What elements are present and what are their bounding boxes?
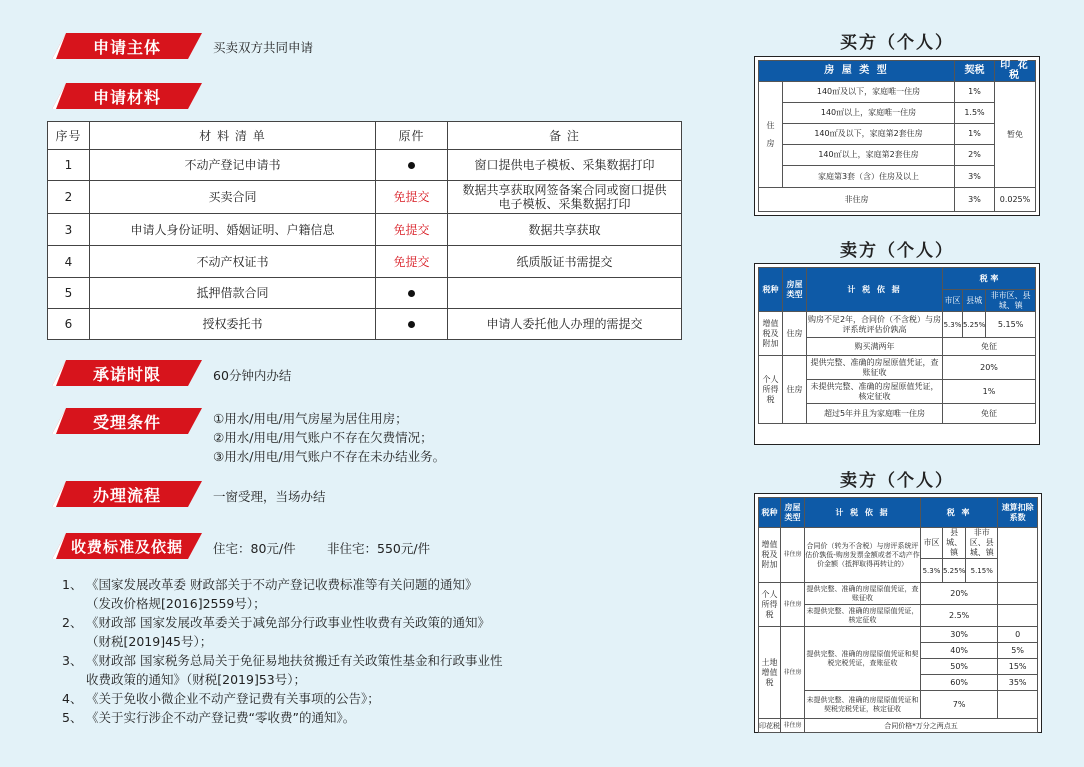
table-row: 4 不动产权证书 免提交 纸质版证书需提交 (48, 246, 682, 278)
section-ribbon-fees (52, 533, 202, 559)
bullet-icon (408, 290, 415, 297)
table-row: 3 申请人身份证明、婚姻证明、户籍信息 免提交 数据共享获取 (48, 214, 682, 246)
table-row: 1 不动产登记申请书 窗口提供电子模板、采集数据打印 (48, 150, 682, 181)
applicant-content: 买卖双方共同申请 (213, 40, 314, 55)
section-title: 申请主体 (92, 37, 161, 57)
table-row: 6 授权委托书 申请人委托他人办理的需提交 (48, 309, 682, 340)
process-content: 一窗受理，当场办结 (213, 489, 326, 504)
table-row: 5 抵押借款合同 (48, 278, 682, 309)
reference-item: 1、 《国家发展改革委 财政部关于不动产登记收费标准等有关问题的通知》 (62, 577, 478, 592)
buyer-tax-table: 房 屋 类 型 契税 印 花 税 住房 140㎡及以下，家庭唯一住房 1% 暂免 140㎡以上，家庭唯一住房 1.5% 140㎡及以下，家庭第2套住房 1% 140㎡以上，家庭第2套住房 2% 家庭第3套（含）住房及以上 3% 非住房 3% 0.025% (758, 60, 1036, 212)
section-ribbon-time (52, 360, 202, 386)
section-title: 收费标准及依据 (70, 537, 183, 556)
conditions-list (213, 409, 445, 466)
header-note: 备 注 (448, 122, 682, 150)
reference-item: 5、 《关于实行涉企不动产登记费“零收费”的通知》。 (62, 710, 356, 725)
section-ribbon-process (52, 481, 202, 507)
seller1-title: 卖方（个人） (840, 241, 954, 261)
seller2-tax-box (754, 493, 1042, 733)
table-row: 2 买卖合同 免提交 数据共享获取网签备案合同或窗口提供电子模板、采集数据打印 (48, 181, 682, 214)
seller2-tax-table: 税种 房屋类型 计 税 依 据 税 率 速算扣除系数 增值税及附加 非住房 合同价（转为不含税）与房评系统评估价孰低-购房发票金额或者不动产作价金额（抵押取得再转让的） 市区 县城、镇 非市区、县城、镇 5.3% 5.25% 5.15% 个人所得税 非住房 提供完整、准确的房屋原值凭证，查账征收 20% 未提供完整、准确的房屋原值凭证，核定征收 2.5% 土地增值税 非住房 提供完整、准确的房屋原值凭证和契税完税凭证，查账征收 30% 0 40% 5% 50% 15% 60% 35% 未提供完整、准确的房屋原值凭证和契税完税凭证，核定征收 7% 印花税 非住房 合同价格*万分之两点五 (758, 497, 1038, 733)
section-title: 受理条件 (92, 412, 161, 432)
reference-item: 4、 《关于免收小微企业不动产登记费有关事项的公告》； (62, 691, 380, 706)
header-original: 原件 (376, 122, 448, 150)
condition-item: ②用水/用电/用气账户不存在欠费情况； (213, 430, 433, 445)
reference-item: 2、 《财政部 国家发展改革委关于减免部分行政事业性收费有关政策的通知》 (62, 615, 490, 630)
buyer-title: 买方（个人） (840, 33, 954, 53)
section-title: 办理流程 (92, 485, 161, 505)
time-content: 60分钟内办结 (213, 368, 292, 383)
seller2-title: 卖方（个人） (840, 471, 954, 491)
section-ribbon-conditions (52, 408, 202, 434)
section-ribbon-applicant (52, 33, 202, 59)
section-title: 申请材料 (92, 87, 161, 107)
condition-item: ①用水/用电/用气房屋为居住用房； (213, 411, 408, 426)
reference-item: 3、 《财政部 国家税务总局关于免征易地扶贫搬迁有关政策性基金和行政事业性 (62, 653, 503, 668)
fee-residential: 住宅：80元/件 (213, 541, 296, 556)
bullet-icon (408, 321, 415, 328)
condition-item: ③用水/用电/用气账户不存在未办结业务。 (213, 449, 446, 464)
seller1-tax-table: 税种 房屋类型 计 税 依 据 税 率 市区 县城 非市区、县城、镇 增值税及附加 住房 购房不足2年，合同价（不含税）与房评系统评估价孰高 5.3% 5.25% 5.15% 购买满两年 免征 个人所得税 住房 提供完整、准确的房屋原值凭证，查账征收 20% 未提供完整、准确的房屋原值凭证，核定征收 1% 超过5年并且为家庭唯一住房 免征 (758, 267, 1036, 424)
materials-table (47, 121, 682, 340)
seller1-tax-box (754, 263, 1040, 445)
section-ribbon-materials (52, 83, 202, 109)
bullet-icon (408, 162, 415, 169)
header-no: 序号 (48, 122, 90, 150)
section-title: 承诺时限 (92, 364, 161, 384)
buyer-tax-box (754, 56, 1040, 216)
fee-nonresidential: 非住宅：550元/件 (327, 541, 431, 556)
header-name: 材 料 清 单 (90, 122, 376, 150)
reference-list: 1、 《国家发展改革委 财政部关于不动产登记收费标准等有关问题的通知》 （发改价格规[2016]2559号）； 2、 《财政部 国家发展改革委关于减免部分行政事业性收费有关政策的通知》 （财税[2019]45号）； 3、 《财政部 国家税务总局关于免征易地扶贫搬迁有关政策性基金和行政事业性 收费政策的通知》（财税[2019]53号）； 4、 《关于免收小微企业不动产登记费有关事项的公告》； 5、 《关于实行涉企不动产登记费“零收费”的通知》。 (62, 575, 582, 727)
